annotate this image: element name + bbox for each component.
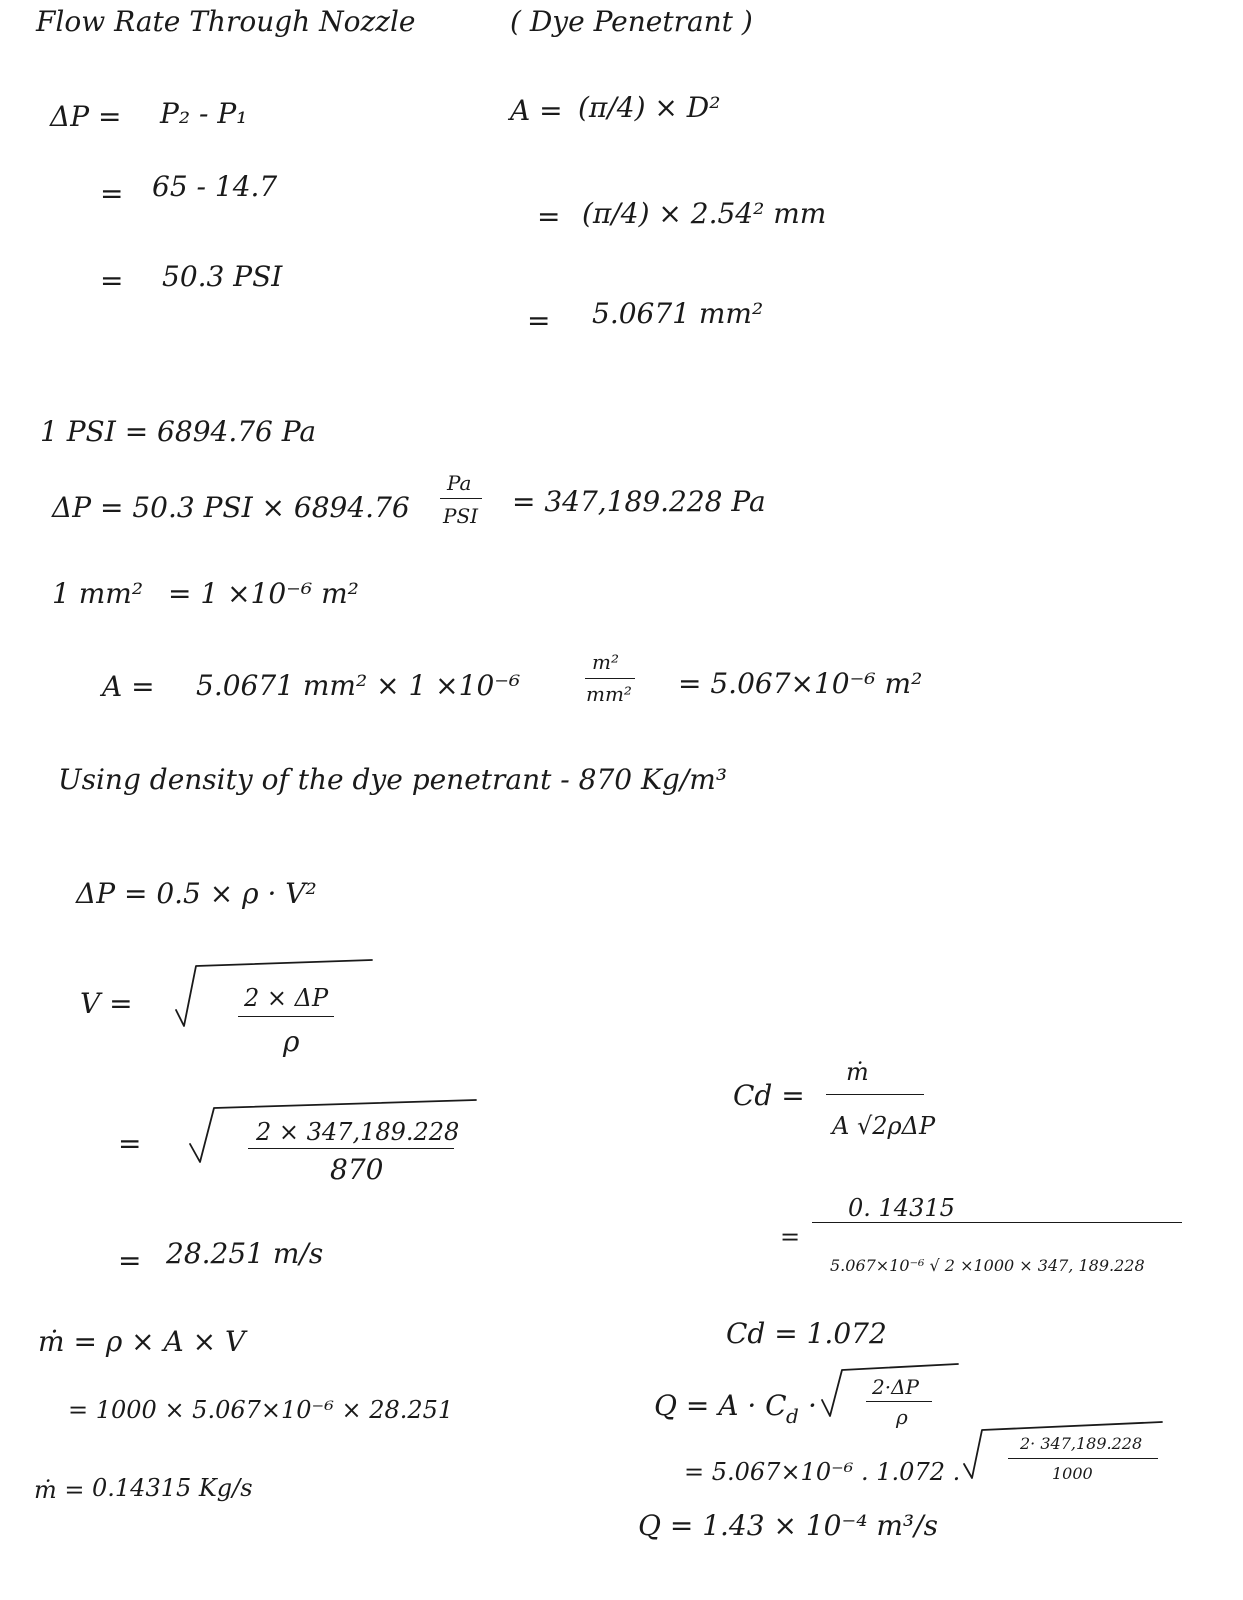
dp-convert-rhs: = 347,189.228 Pa <box>512 485 766 518</box>
area-convert-rhs: = 5.067×10⁻⁶ m² <box>678 667 923 700</box>
q-sub-bar <box>1008 1458 1158 1459</box>
dp-equals-1: = <box>100 177 124 210</box>
cd-result: Cd = 1.072 <box>726 1317 887 1350</box>
area-step: (π/4) × 2.54² mm <box>582 197 827 230</box>
cd-numerator: ṁ <box>846 1058 869 1086</box>
area-equals-1: = <box>537 200 561 233</box>
pa-per-psi-denominator: PSI <box>443 504 479 528</box>
page-title: Flow Rate Through Nozzle <box>36 5 416 38</box>
m2-per-mm2-denominator: mm² <box>586 682 632 706</box>
velocity-sub-bar <box>248 1148 454 1149</box>
dp-step: 65 - 14.7 <box>152 170 278 203</box>
massflow-result: 0.14315 Kg/s <box>92 1474 253 1502</box>
mm-definition-lhs: 1 mm² <box>52 577 144 610</box>
dp-result: 50.3 PSI <box>162 260 283 293</box>
q-numerator: 2·ΔP <box>872 1375 919 1399</box>
area-equals-2: = <box>527 304 551 337</box>
area-convert-mid: 5.0671 mm² × 1 ×10⁻⁶ <box>196 669 521 702</box>
cd-numerator-value: 0. 14315 <box>848 1194 955 1222</box>
velocity-sub-numerator: 2 × 347,189.228 <box>256 1118 460 1146</box>
massflow-result-label: ṁ = <box>34 1476 85 1504</box>
q-dot: · <box>808 1389 817 1422</box>
mm-definition-rhs: = 1 ×10⁻⁶ m² <box>168 577 359 610</box>
cd-fraction-bar <box>826 1094 924 1095</box>
velocity-numerator: 2 × ΔP <box>244 984 329 1012</box>
velocity-sub-denominator: 870 <box>330 1153 384 1186</box>
q-fraction-bar <box>866 1401 932 1402</box>
velocity-equals-2: = <box>118 1244 142 1277</box>
area-formula: (π/4) × D² <box>578 91 721 124</box>
bernoulli-equation: ΔP = 0.5 × ρ · V² <box>76 877 317 910</box>
q-substitution: = 5.067×10⁻⁶ . 1.072 . <box>684 1458 961 1486</box>
dp-equals-2: = <box>100 264 124 297</box>
pa-per-psi-bar <box>440 498 482 499</box>
velocity-result: 28.251 m/s <box>166 1237 324 1270</box>
cd-denominator: A √2ρΔP <box>832 1112 936 1140</box>
m2-per-mm2-bar <box>585 678 635 679</box>
cd-value-bar <box>812 1222 1182 1223</box>
cd-label: Cd = <box>733 1079 805 1112</box>
density-statement: Using density of the dye penetrant - 870 Kg/m³ <box>58 763 728 796</box>
velocity-denominator: ρ <box>283 1025 300 1058</box>
title-note: ( Dye Penetrant ) <box>510 5 753 38</box>
velocity-label: V = <box>80 987 133 1020</box>
dp-expression: P₂ - P₁ <box>160 97 248 130</box>
q-formula: Q = A · C <box>654 1389 787 1422</box>
cd-denominator-value: 5.067×10⁻⁶ √ 2 ×1000 × 347, 189.228 <box>830 1256 1145 1275</box>
velocity-fraction-bar <box>238 1016 334 1017</box>
q-sub-denominator: 1000 <box>1052 1464 1093 1483</box>
q-result: Q = 1.43 × 10⁻⁴ m³/s <box>638 1509 938 1542</box>
pa-per-psi-numerator: Pa <box>447 471 472 495</box>
massflow-formula: ṁ = ρ × A × V <box>38 1325 246 1358</box>
q-cd-subscript: d <box>786 1404 799 1428</box>
q-denominator: ρ <box>896 1405 908 1429</box>
area-label: A = <box>510 94 563 127</box>
massflow-substitution: = 1000 × 5.067×10⁻⁶ × 28.251 <box>68 1396 454 1424</box>
q-sub-numerator: 2· 347,189.228 <box>1020 1434 1143 1453</box>
m2-per-mm2-numerator: m² <box>592 650 619 674</box>
dp-convert-lhs: ΔP = 50.3 PSI × 6894.76 <box>52 491 410 524</box>
velocity-equals-1: = <box>118 1127 142 1160</box>
dp-label: ΔP = <box>50 100 122 133</box>
cd-equals: = <box>780 1223 801 1251</box>
area-convert-lhs: A = <box>102 670 155 703</box>
psi-definition: 1 PSI = 6894.76 Pa <box>40 415 317 448</box>
area-result: 5.0671 mm² <box>592 297 764 330</box>
